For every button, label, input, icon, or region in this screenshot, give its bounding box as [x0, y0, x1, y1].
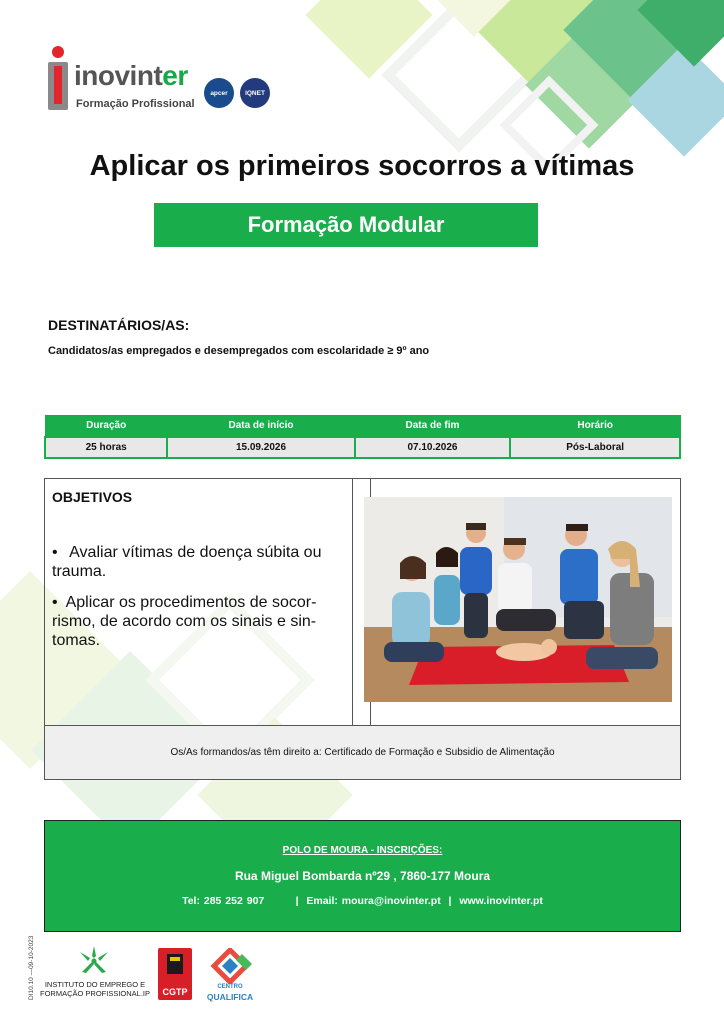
cgtp-emblem-icon — [158, 948, 192, 982]
iefp-mark-icon — [76, 944, 112, 974]
qualifica-small-label: CENTRO — [217, 984, 243, 990]
cgtp-label: CGTP — [162, 987, 188, 997]
contact-address: Rua Miguel Bombarda nº29 , 7860-177 Moura — [234, 869, 491, 883]
objectives-list — [52, 543, 344, 662]
centro-qualifica-logo — [202, 948, 258, 1002]
objectives-panel — [45, 479, 353, 725]
header-end-date: Data de fim — [355, 416, 511, 437]
value-end-date: 07.10.2026 — [355, 437, 511, 458]
header-start-date: Data de início — [167, 416, 354, 437]
iqnet-badge: IQNET — [240, 78, 270, 108]
value-schedule: Pós-Laboral — [510, 437, 680, 458]
header-schedule: Horário — [510, 416, 680, 437]
inovinter-logo — [44, 44, 284, 116]
iefp-label: INSTITUTO DO EMPREGO E FORMAÇÃO PROFISSIONAL.IP — [39, 980, 151, 998]
header-duration: Duração — [45, 416, 167, 437]
value-start-date: 15.09.2026 — [167, 437, 354, 458]
value-duration: 25 horas — [45, 437, 167, 458]
logo-dot — [52, 46, 64, 58]
audience-text: Candidatos/as empregados e desempregados com escolaridade ≥ 9º ano — [48, 345, 430, 357]
objectives-box — [44, 478, 681, 726]
qualifica-mark-icon — [202, 948, 258, 984]
qualifica-label: QUALIFICA — [206, 992, 254, 1002]
objective-item: • Aplicar os procedimentos de socor-rismo, de acordo com os sinais e sin-tomas. — [52, 593, 344, 650]
logo-wordmark: inovinter — [74, 60, 188, 91]
first-aid-training-photo — [364, 497, 672, 702]
audience-label: DESTINATÁRIOS/AS: — [48, 317, 190, 333]
schedule-table — [44, 415, 681, 459]
cgtp-logo — [158, 948, 192, 1000]
schedule-header-row — [45, 416, 680, 437]
contact-heading: POLO DE MOURA - INSCRIÇÕES: — [282, 845, 443, 856]
document-code: DI10.10 —09-10-2023 — [28, 935, 35, 1000]
page-title: Aplicar os primeiros socorros a vítimas — [89, 150, 635, 182]
iefp-logo — [36, 944, 154, 1004]
logo-tagline: Formação Profissional — [76, 98, 195, 110]
schedule-value-row — [45, 437, 680, 458]
decorative-background-top-right — [284, 0, 724, 170]
subtitle-banner: Formação Modular — [154, 203, 538, 247]
rights-note: Os/As formandos/as têm direito a: Certificado de Formação e Subsidio de Alimentação — [44, 726, 681, 780]
apcer-badge: apcer — [204, 78, 234, 108]
contact-box — [44, 820, 681, 932]
logo-accent — [54, 66, 62, 104]
objective-item: • Avaliar vítimas de doença súbita ou trauma. — [52, 543, 344, 581]
contact-details: Tel: 285 252 907 | Email: moura@inovinter.pt | www.inovinter.pt — [182, 895, 543, 907]
objectives-label: OBJETIVOS — [52, 489, 133, 505]
